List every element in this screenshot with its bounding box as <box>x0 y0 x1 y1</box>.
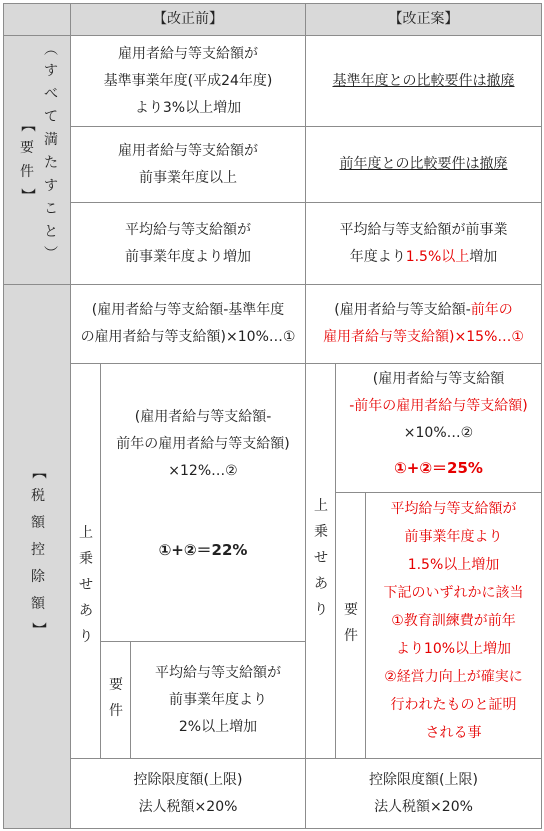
label-char: と <box>44 224 58 240</box>
deduction-base-after <box>305 284 542 364</box>
label-char: 乗 <box>314 524 328 540</box>
label-bracket: 【 <box>19 118 35 132</box>
text-line: される事 <box>425 725 482 741</box>
text-line: 2%以上増加 <box>178 718 258 735</box>
after-add-formula <box>335 363 542 493</box>
header-after-text: 【改正案】 <box>388 11 459 27</box>
label-char: あ <box>314 576 328 592</box>
req3-before <box>70 202 306 285</box>
requirements-label-paren <box>40 40 62 264</box>
before-add-text <box>101 404 305 485</box>
label-char: 要 <box>20 140 34 156</box>
limit-before <box>70 758 306 829</box>
text-line: 前事業年度より増加 <box>125 248 251 265</box>
requirements-label-main <box>16 114 38 206</box>
text-line: 平均給与等支給額が <box>125 221 251 238</box>
text-line: 下記のいずれかに該当 <box>383 585 524 601</box>
requirements-label <box>3 35 71 285</box>
label-char: ︶ <box>44 246 58 262</box>
label-char: こ <box>44 201 58 217</box>
after-add-req-label <box>335 492 366 759</box>
text-line: 前事業年度より <box>404 529 503 545</box>
label-bracket: 】 <box>19 188 35 202</box>
label-char: す <box>44 178 58 194</box>
text-line: (雇用者給与等支給額- <box>134 409 272 425</box>
text-line: 行われたものと証明 <box>390 697 517 713</box>
req2-before <box>70 126 306 203</box>
label-char: す <box>44 63 58 79</box>
text-line: 基準年度との比較要件は撤廃 <box>332 72 515 89</box>
after-add-text <box>336 366 541 447</box>
label-char: た <box>44 155 58 171</box>
text-line: より3%以上増加 <box>134 99 242 116</box>
header-before <box>70 3 306 36</box>
before-add-req-label <box>100 641 131 759</box>
text-fragment: 増加 <box>469 248 498 265</box>
text-line: 法人税額×20% <box>138 798 238 815</box>
text-fragment-red: 1.5%以上 <box>405 248 470 265</box>
req2-after <box>305 126 542 203</box>
label-char: 要 <box>109 677 123 693</box>
req3-after <box>305 202 542 285</box>
header-after <box>305 3 542 36</box>
text-line: (雇用者給与等支給額-基準年度 <box>91 302 285 318</box>
req1-after <box>305 35 542 127</box>
text-fragment: (雇用者給与等支給額- <box>334 302 471 318</box>
label-bracket: 【 <box>30 465 46 479</box>
deduction-base-before <box>70 284 306 364</box>
text-line: 平均給与等支給額が前事業 <box>339 221 508 238</box>
after-add-req-text <box>366 495 541 747</box>
text-fragment-red: 前年の <box>470 302 513 318</box>
text-fragment: 年度より <box>349 248 406 265</box>
label-char: 額 <box>31 596 45 612</box>
uwanose-after-label <box>305 363 336 759</box>
after-add-req <box>365 492 542 759</box>
label-char: せ <box>79 577 93 593</box>
text-line: 雇用者給与等支給額)×15%…① <box>323 329 524 345</box>
text-line: (雇用者給与等支給額 <box>372 371 505 387</box>
text-line: ①教育訓練費が前年 <box>391 613 516 629</box>
text-line: 前事業年度以上 <box>139 169 237 186</box>
label-char: せ <box>314 550 328 566</box>
label-char: べ <box>44 86 58 102</box>
text-line: ×10%…② <box>403 425 474 441</box>
label-char: 満 <box>44 132 58 148</box>
before-total: ①+②＝22% <box>158 541 248 559</box>
text-line: 1.5%以上増加 <box>407 557 500 573</box>
label-char: 除 <box>31 569 45 585</box>
label-char: 件 <box>20 164 34 180</box>
label-char: て <box>44 109 58 125</box>
label-char: 件 <box>344 628 358 644</box>
text-line: -前年の雇用者給与等支給額) <box>349 398 528 414</box>
label-char: 上 <box>314 498 328 514</box>
text-line <box>334 297 513 324</box>
before-add-formula <box>100 363 306 642</box>
text-line: ×12%…② <box>168 463 238 479</box>
text-line: 控除限度額(上限) <box>369 771 478 788</box>
text-line: 控除限度額(上限) <box>133 771 243 788</box>
youken-chars <box>105 672 127 724</box>
text-line: 平均給与等支給額が <box>155 664 281 681</box>
text-line: 前年の雇用者給与等支給額) <box>116 436 290 452</box>
text-line: より10%以上増加 <box>395 641 512 657</box>
label-char: り <box>79 629 93 645</box>
text-line <box>350 244 498 271</box>
label-char: 額 <box>31 515 45 531</box>
req1-before <box>70 35 306 127</box>
youken-chars <box>340 597 362 649</box>
label-char: り <box>314 602 328 618</box>
label-char: 上 <box>79 525 93 541</box>
label-char: 件 <box>109 703 123 719</box>
text-line: 雇用者給与等支給額が <box>118 142 258 159</box>
deduction-label-main <box>27 461 49 640</box>
limit-after <box>305 758 542 829</box>
before-add-req <box>130 641 306 759</box>
label-bracket: 】 <box>30 622 46 636</box>
text-line: 法人税額×20% <box>374 798 473 815</box>
text-line: ②経営力向上が確実に <box>384 669 523 685</box>
text-line: 雇用者給与等支給額が <box>118 45 258 62</box>
deduction-label <box>3 284 71 829</box>
label-char: 控 <box>31 542 45 558</box>
text-line: の雇用者給与等支給額)×10%…① <box>80 329 296 345</box>
text-line: 前年度との比較要件は撤廃 <box>339 156 508 172</box>
text-line: 前事業年度より <box>169 691 267 708</box>
uwanose-before-label <box>70 363 101 759</box>
corner-cell <box>3 3 71 36</box>
label-char: あ <box>79 603 93 619</box>
text-line: 平均給与等支給額が <box>390 501 517 517</box>
label-char: 乗 <box>79 551 93 567</box>
text-line: 基準事業年度(平成24年度) <box>103 72 273 89</box>
label-char: 要 <box>344 602 358 618</box>
uwanose-chars <box>310 493 332 623</box>
header-before-text: 【改正前】 <box>153 11 223 27</box>
label-char: 税 <box>31 488 45 504</box>
label-char: ︵ <box>44 42 58 58</box>
after-total: ①+②＝25% <box>394 459 483 477</box>
uwanose-chars <box>75 520 97 650</box>
